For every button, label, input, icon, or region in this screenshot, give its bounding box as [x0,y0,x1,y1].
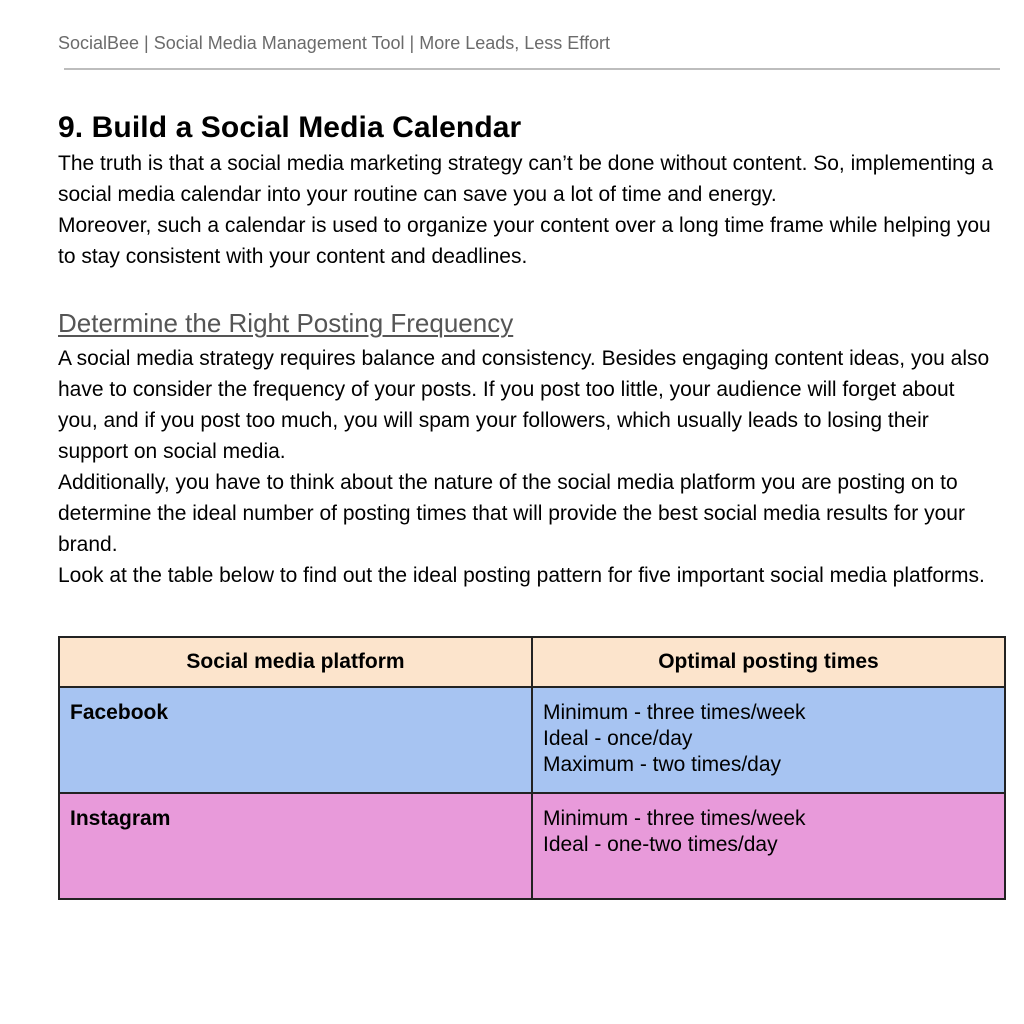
paragraph-table-intro: Look at the table below to find out the ideal posting pattern for five important social media platforms. [58,564,985,587]
column-header-platform: Social media platform [59,637,532,687]
times-line: Minimum - three times/week [542,701,806,724]
times-line: Ideal - one-two times/day [542,833,778,856]
posting-table-wrapper [58,636,1006,900]
table-row [59,793,1005,899]
platform-cell-facebook: Facebook [59,687,532,793]
paragraph-intro: The truth is that a social media marketing strategy can’t be done without content. So, implementing a social media calendar into your routine can save you a lot of time and energy. [58,152,994,206]
table-row [59,687,1005,793]
site-header-title: SocialBee | Social Media Management Tool | More Leads, Less Effort [58,33,610,53]
platform-cell-instagram: Instagram [59,793,532,899]
times-cell-instagram [532,793,1005,899]
header-divider [64,68,1000,70]
times-line: Ideal - once/day [542,727,693,750]
column-header-times: Optimal posting times [532,637,1005,687]
times-line: Minimum - three times/week [542,807,806,830]
subheading-posting-frequency-link[interactable]: Determine the Right Posting Frequency [58,308,514,338]
times-line: Maximum - two times/day [542,753,782,776]
posting-frequency-table [58,636,1006,900]
article-content [58,108,998,900]
paragraph-balance: A social media strategy requires balance and consistency. Besides engaging content ideas, you also have to consider the frequency of your posts. If you post too little, your audience will forget about you, and if you post too much, you will spam your followers, which usually leads to losing their support on social media. [58,347,990,463]
paragraph-platform-nature: Additionally, you have to think about the nature of the social media platform you are posting on to determine the ideal number of posting times that will provide the best social media results for your brand. [58,471,965,556]
paragraph-calendar-use: Moreover, such a calendar is used to organize your content over a long time frame while helping you to stay consistent with your content and deadlines. [58,214,991,268]
times-cell-facebook [532,687,1005,793]
table-header-row [59,637,1005,687]
page-title: 9. Build a Social Media Calendar [58,111,522,144]
